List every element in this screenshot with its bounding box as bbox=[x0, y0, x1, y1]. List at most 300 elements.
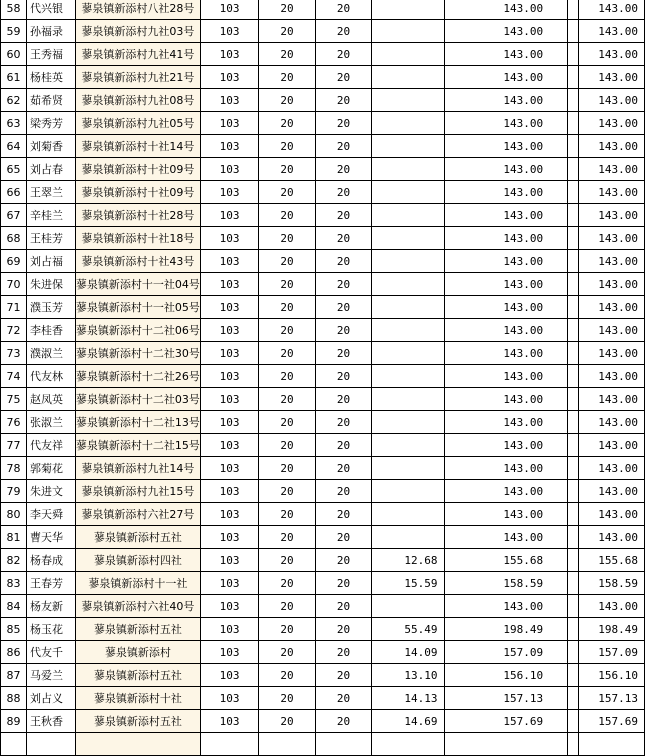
value-b-cell[interactable]: 20 bbox=[259, 296, 316, 319]
value-b-cell[interactable]: 20 bbox=[259, 572, 316, 595]
empty-cell[interactable] bbox=[568, 158, 579, 181]
empty-cell[interactable] bbox=[568, 733, 579, 756]
supplement-cell[interactable]: 13.10 bbox=[372, 664, 444, 687]
row-number-cell[interactable]: 59 bbox=[1, 20, 27, 43]
supplement-cell[interactable]: 12.68 bbox=[372, 549, 444, 572]
total-cell[interactable]: 158.59 bbox=[444, 572, 568, 595]
final-total-cell[interactable]: 143.00 bbox=[579, 595, 645, 618]
row-number-cell[interactable]: 61 bbox=[1, 66, 27, 89]
row-number-cell[interactable]: 84 bbox=[1, 595, 27, 618]
total-cell[interactable]: 143.00 bbox=[444, 434, 568, 457]
name-cell[interactable]: 茹希贤 bbox=[27, 89, 76, 112]
supplement-cell[interactable] bbox=[372, 204, 444, 227]
value-a-cell[interactable]: 103 bbox=[200, 204, 258, 227]
name-cell[interactable]: 王春芳 bbox=[27, 572, 76, 595]
final-total-cell[interactable]: 143.00 bbox=[579, 503, 645, 526]
row-number-cell[interactable]: 87 bbox=[1, 664, 27, 687]
value-b-cell[interactable]: 20 bbox=[259, 66, 316, 89]
value-a-cell[interactable]: 103 bbox=[200, 135, 258, 158]
row-number-cell[interactable]: 73 bbox=[1, 342, 27, 365]
value-a-cell[interactable]: 103 bbox=[200, 181, 258, 204]
total-cell[interactable]: 143.00 bbox=[444, 158, 568, 181]
address-cell[interactable]: 蓼泉镇新添村六社27号 bbox=[75, 503, 200, 526]
value-a-cell[interactable]: 103 bbox=[200, 227, 258, 250]
supplement-cell[interactable]: 14.09 bbox=[372, 641, 444, 664]
final-total-cell[interactable]: 143.00 bbox=[579, 0, 645, 20]
total-cell[interactable]: 143.00 bbox=[444, 43, 568, 66]
final-total-cell[interactable]: 157.09 bbox=[579, 641, 645, 664]
empty-cell[interactable] bbox=[568, 89, 579, 112]
name-cell[interactable]: 朱进文 bbox=[27, 480, 76, 503]
value-b-cell[interactable]: 20 bbox=[259, 342, 316, 365]
row-number-cell[interactable]: 60 bbox=[1, 43, 27, 66]
address-cell[interactable]: 蓼泉镇新添村五社 bbox=[75, 618, 200, 641]
supplement-cell[interactable] bbox=[372, 296, 444, 319]
value-c-cell[interactable]: 20 bbox=[315, 572, 372, 595]
value-a-cell[interactable]: 103 bbox=[200, 572, 258, 595]
empty-cell[interactable] bbox=[568, 664, 579, 687]
value-b-cell[interactable]: 20 bbox=[259, 273, 316, 296]
total-cell[interactable]: 143.00 bbox=[444, 595, 568, 618]
total-cell[interactable]: 143.00 bbox=[444, 250, 568, 273]
row-number-cell[interactable]: 63 bbox=[1, 112, 27, 135]
row-number-cell[interactable]: 86 bbox=[1, 641, 27, 664]
empty-cell[interactable] bbox=[568, 181, 579, 204]
supplement-cell[interactable] bbox=[372, 135, 444, 158]
supplement-cell[interactable] bbox=[372, 388, 444, 411]
row-number-cell[interactable]: 70 bbox=[1, 273, 27, 296]
value-c-cell[interactable]: 20 bbox=[315, 89, 372, 112]
supplement-cell[interactable] bbox=[372, 66, 444, 89]
value-a-cell[interactable]: 103 bbox=[200, 66, 258, 89]
value-c-cell[interactable]: 20 bbox=[315, 112, 372, 135]
value-c-cell[interactable]: 20 bbox=[315, 480, 372, 503]
supplement-cell[interactable] bbox=[372, 457, 444, 480]
total-cell[interactable]: 143.00 bbox=[444, 89, 568, 112]
address-cell[interactable]: 蓼泉镇新添村五社 bbox=[75, 710, 200, 733]
name-cell[interactable]: 梁秀芳 bbox=[27, 112, 76, 135]
total-cell[interactable]: 143.00 bbox=[444, 112, 568, 135]
supplement-cell[interactable]: 14.13 bbox=[372, 687, 444, 710]
total-cell[interactable]: 143.00 bbox=[444, 480, 568, 503]
address-cell[interactable]: 蓼泉镇新添村十二社30号 bbox=[75, 342, 200, 365]
value-c-cell[interactable]: 20 bbox=[315, 664, 372, 687]
supplement-cell[interactable] bbox=[372, 181, 444, 204]
value-a-cell[interactable]: 103 bbox=[200, 43, 258, 66]
value-b-cell[interactable]: 20 bbox=[259, 480, 316, 503]
total-cell[interactable]: 143.00 bbox=[444, 365, 568, 388]
address-cell[interactable]: 蓼泉镇新添村十社09号 bbox=[75, 181, 200, 204]
total-cell[interactable]: 143.00 bbox=[444, 411, 568, 434]
value-c-cell[interactable]: 20 bbox=[315, 66, 372, 89]
supplement-cell[interactable] bbox=[372, 158, 444, 181]
final-total-cell[interactable]: 143.00 bbox=[579, 227, 645, 250]
address-cell[interactable]: 蓼泉镇新添村十社09号 bbox=[75, 158, 200, 181]
value-b-cell[interactable]: 20 bbox=[259, 434, 316, 457]
value-a-cell[interactable]: 103 bbox=[200, 710, 258, 733]
empty-cell[interactable] bbox=[568, 457, 579, 480]
value-b-cell[interactable]: 20 bbox=[259, 503, 316, 526]
value-b-cell[interactable] bbox=[259, 733, 316, 756]
name-cell[interactable]: 濮淑兰 bbox=[27, 342, 76, 365]
value-b-cell[interactable]: 20 bbox=[259, 112, 316, 135]
address-cell[interactable]: 蓼泉镇新添村十二社06号 bbox=[75, 319, 200, 342]
value-c-cell[interactable]: 20 bbox=[315, 43, 372, 66]
total-cell[interactable]: 198.49 bbox=[444, 618, 568, 641]
address-cell[interactable] bbox=[75, 733, 200, 756]
address-cell[interactable]: 蓼泉镇新添村六社40号 bbox=[75, 595, 200, 618]
final-total-cell[interactable]: 143.00 bbox=[579, 112, 645, 135]
name-cell[interactable]: 朱进保 bbox=[27, 273, 76, 296]
final-total-cell[interactable]: 143.00 bbox=[579, 457, 645, 480]
name-cell[interactable]: 王桂芳 bbox=[27, 227, 76, 250]
empty-cell[interactable] bbox=[568, 66, 579, 89]
empty-cell[interactable] bbox=[568, 112, 579, 135]
value-a-cell[interactable]: 103 bbox=[200, 457, 258, 480]
name-cell[interactable]: 杨春成 bbox=[27, 549, 76, 572]
value-a-cell[interactable]: 103 bbox=[200, 0, 258, 20]
final-total-cell[interactable]: 143.00 bbox=[579, 388, 645, 411]
address-cell[interactable]: 蓼泉镇新添村九社41号 bbox=[75, 43, 200, 66]
supplement-cell[interactable] bbox=[372, 250, 444, 273]
value-a-cell[interactable]: 103 bbox=[200, 112, 258, 135]
name-cell[interactable]: 辛桂兰 bbox=[27, 204, 76, 227]
name-cell[interactable]: 杨友新 bbox=[27, 595, 76, 618]
address-cell[interactable]: 蓼泉镇新添村八社28号 bbox=[75, 0, 200, 20]
value-a-cell[interactable]: 103 bbox=[200, 526, 258, 549]
name-cell[interactable]: 杨玉花 bbox=[27, 618, 76, 641]
row-number-cell[interactable]: 85 bbox=[1, 618, 27, 641]
value-b-cell[interactable]: 20 bbox=[259, 158, 316, 181]
name-cell[interactable]: 刘占义 bbox=[27, 687, 76, 710]
name-cell[interactable]: 张淑兰 bbox=[27, 411, 76, 434]
value-a-cell[interactable]: 103 bbox=[200, 595, 258, 618]
supplement-cell[interactable] bbox=[372, 411, 444, 434]
total-cell[interactable]: 155.68 bbox=[444, 549, 568, 572]
empty-cell[interactable] bbox=[568, 20, 579, 43]
row-number-cell[interactable]: 69 bbox=[1, 250, 27, 273]
final-total-cell[interactable]: 143.00 bbox=[579, 273, 645, 296]
name-cell[interactable]: 王秀福 bbox=[27, 43, 76, 66]
empty-cell[interactable] bbox=[568, 480, 579, 503]
value-b-cell[interactable]: 20 bbox=[259, 181, 316, 204]
final-total-cell[interactable]: 143.00 bbox=[579, 296, 645, 319]
value-b-cell[interactable]: 20 bbox=[259, 388, 316, 411]
value-c-cell[interactable]: 20 bbox=[315, 319, 372, 342]
supplement-cell[interactable]: 55.49 bbox=[372, 618, 444, 641]
address-cell[interactable]: 蓼泉镇新添村十一社 bbox=[75, 572, 200, 595]
value-c-cell[interactable]: 20 bbox=[315, 365, 372, 388]
value-a-cell[interactable]: 103 bbox=[200, 365, 258, 388]
name-cell[interactable]: 杨桂英 bbox=[27, 66, 76, 89]
empty-cell[interactable] bbox=[568, 595, 579, 618]
value-a-cell[interactable]: 103 bbox=[200, 273, 258, 296]
value-b-cell[interactable]: 20 bbox=[259, 20, 316, 43]
value-b-cell[interactable]: 20 bbox=[259, 204, 316, 227]
row-number-cell[interactable]: 88 bbox=[1, 687, 27, 710]
address-cell[interactable]: 蓼泉镇新添村五社 bbox=[75, 526, 200, 549]
value-a-cell[interactable]: 103 bbox=[200, 319, 258, 342]
value-a-cell[interactable]: 103 bbox=[200, 342, 258, 365]
empty-cell[interactable] bbox=[568, 0, 579, 20]
final-total-cell[interactable]: 143.00 bbox=[579, 89, 645, 112]
value-b-cell[interactable]: 20 bbox=[259, 319, 316, 342]
final-total-cell[interactable]: 143.00 bbox=[579, 204, 645, 227]
total-cell[interactable]: 143.00 bbox=[444, 342, 568, 365]
value-c-cell[interactable]: 20 bbox=[315, 549, 372, 572]
supplement-cell[interactable] bbox=[372, 0, 444, 20]
value-b-cell[interactable]: 20 bbox=[259, 43, 316, 66]
final-total-cell[interactable]: 143.00 bbox=[579, 250, 645, 273]
final-total-cell[interactable] bbox=[579, 733, 645, 756]
address-cell[interactable]: 蓼泉镇新添村十社14号 bbox=[75, 135, 200, 158]
value-b-cell[interactable]: 20 bbox=[259, 227, 316, 250]
value-b-cell[interactable]: 20 bbox=[259, 595, 316, 618]
value-a-cell[interactable]: 103 bbox=[200, 687, 258, 710]
empty-cell[interactable] bbox=[568, 388, 579, 411]
address-cell[interactable]: 蓼泉镇新添村九社14号 bbox=[75, 457, 200, 480]
final-total-cell[interactable]: 158.59 bbox=[579, 572, 645, 595]
value-c-cell[interactable]: 20 bbox=[315, 158, 372, 181]
value-c-cell[interactable]: 20 bbox=[315, 503, 372, 526]
empty-cell[interactable] bbox=[568, 43, 579, 66]
supplement-cell[interactable] bbox=[372, 20, 444, 43]
name-cell[interactable]: 曹天华 bbox=[27, 526, 76, 549]
supplement-cell[interactable] bbox=[372, 342, 444, 365]
supplement-cell[interactable]: 15.59 bbox=[372, 572, 444, 595]
value-c-cell[interactable]: 20 bbox=[315, 181, 372, 204]
empty-cell[interactable] bbox=[568, 503, 579, 526]
final-total-cell[interactable]: 157.69 bbox=[579, 710, 645, 733]
value-c-cell[interactable]: 20 bbox=[315, 273, 372, 296]
value-b-cell[interactable]: 20 bbox=[259, 250, 316, 273]
final-total-cell[interactable]: 143.00 bbox=[579, 365, 645, 388]
value-a-cell[interactable]: 103 bbox=[200, 434, 258, 457]
row-number-cell[interactable]: 67 bbox=[1, 204, 27, 227]
supplement-cell[interactable] bbox=[372, 227, 444, 250]
total-cell[interactable]: 143.00 bbox=[444, 66, 568, 89]
row-number-cell[interactable]: 77 bbox=[1, 434, 27, 457]
row-number-cell[interactable]: 71 bbox=[1, 296, 27, 319]
address-cell[interactable]: 蓼泉镇新添村九社15号 bbox=[75, 480, 200, 503]
total-cell[interactable]: 143.00 bbox=[444, 388, 568, 411]
total-cell[interactable]: 157.69 bbox=[444, 710, 568, 733]
address-cell[interactable]: 蓼泉镇新添村十社43号 bbox=[75, 250, 200, 273]
empty-cell[interactable] bbox=[568, 411, 579, 434]
value-a-cell[interactable]: 103 bbox=[200, 664, 258, 687]
address-cell[interactable]: 蓼泉镇新添村十一社05号 bbox=[75, 296, 200, 319]
name-cell[interactable]: 代友林 bbox=[27, 365, 76, 388]
name-cell[interactable]: 代友祥 bbox=[27, 434, 76, 457]
final-total-cell[interactable]: 156.10 bbox=[579, 664, 645, 687]
row-number-cell[interactable]: 68 bbox=[1, 227, 27, 250]
value-a-cell[interactable]: 103 bbox=[200, 250, 258, 273]
address-cell[interactable]: 蓼泉镇新添村四社 bbox=[75, 549, 200, 572]
value-a-cell[interactable]: 103 bbox=[200, 480, 258, 503]
value-c-cell[interactable]: 20 bbox=[315, 595, 372, 618]
address-cell[interactable]: 蓼泉镇新添村九社21号 bbox=[75, 66, 200, 89]
row-number-cell[interactable]: 66 bbox=[1, 181, 27, 204]
value-b-cell[interactable]: 20 bbox=[259, 618, 316, 641]
value-a-cell[interactable]: 103 bbox=[200, 158, 258, 181]
supplement-cell[interactable] bbox=[372, 526, 444, 549]
supplement-cell[interactable] bbox=[372, 733, 444, 756]
total-cell[interactable]: 143.00 bbox=[444, 204, 568, 227]
total-cell[interactable]: 143.00 bbox=[444, 273, 568, 296]
supplement-cell[interactable] bbox=[372, 595, 444, 618]
total-cell[interactable]: 157.13 bbox=[444, 687, 568, 710]
empty-cell[interactable] bbox=[568, 641, 579, 664]
row-number-cell[interactable]: 76 bbox=[1, 411, 27, 434]
final-total-cell[interactable]: 143.00 bbox=[579, 434, 645, 457]
final-total-cell[interactable]: 143.00 bbox=[579, 319, 645, 342]
value-c-cell[interactable]: 20 bbox=[315, 641, 372, 664]
empty-cell[interactable] bbox=[568, 250, 579, 273]
supplement-cell[interactable]: 14.69 bbox=[372, 710, 444, 733]
empty-cell[interactable] bbox=[568, 549, 579, 572]
final-total-cell[interactable]: 143.00 bbox=[579, 158, 645, 181]
total-cell[interactable]: 143.00 bbox=[444, 457, 568, 480]
supplement-cell[interactable] bbox=[372, 273, 444, 296]
supplement-cell[interactable] bbox=[372, 480, 444, 503]
total-cell[interactable]: 143.00 bbox=[444, 20, 568, 43]
name-cell[interactable]: 刘占福 bbox=[27, 250, 76, 273]
address-cell[interactable]: 蓼泉镇新添村十二社26号 bbox=[75, 365, 200, 388]
value-c-cell[interactable]: 20 bbox=[315, 296, 372, 319]
address-cell[interactable]: 蓼泉镇新添村十社 bbox=[75, 687, 200, 710]
final-total-cell[interactable]: 143.00 bbox=[579, 43, 645, 66]
name-cell[interactable]: 代友千 bbox=[27, 641, 76, 664]
value-b-cell[interactable]: 20 bbox=[259, 365, 316, 388]
value-c-cell[interactable]: 20 bbox=[315, 388, 372, 411]
value-b-cell[interactable]: 20 bbox=[259, 457, 316, 480]
value-a-cell[interactable]: 103 bbox=[200, 388, 258, 411]
address-cell[interactable]: 蓼泉镇新添村十社18号 bbox=[75, 227, 200, 250]
address-cell[interactable]: 蓼泉镇新添村九社08号 bbox=[75, 89, 200, 112]
total-cell[interactable] bbox=[444, 733, 568, 756]
row-number-cell[interactable]: 80 bbox=[1, 503, 27, 526]
name-cell[interactable]: 濮玉芳 bbox=[27, 296, 76, 319]
row-number-cell[interactable]: 81 bbox=[1, 526, 27, 549]
address-cell[interactable]: 蓼泉镇新添村九社03号 bbox=[75, 20, 200, 43]
value-c-cell[interactable]: 20 bbox=[315, 204, 372, 227]
empty-cell[interactable] bbox=[568, 687, 579, 710]
empty-cell[interactable] bbox=[568, 572, 579, 595]
supplement-cell[interactable] bbox=[372, 434, 444, 457]
empty-cell[interactable] bbox=[568, 365, 579, 388]
value-a-cell[interactable]: 103 bbox=[200, 641, 258, 664]
total-cell[interactable]: 157.09 bbox=[444, 641, 568, 664]
value-a-cell[interactable]: 103 bbox=[200, 296, 258, 319]
value-c-cell[interactable]: 20 bbox=[315, 342, 372, 365]
total-cell[interactable]: 143.00 bbox=[444, 0, 568, 20]
row-number-cell[interactable]: 62 bbox=[1, 89, 27, 112]
final-total-cell[interactable]: 143.00 bbox=[579, 480, 645, 503]
empty-cell[interactable] bbox=[568, 227, 579, 250]
row-number-cell[interactable]: 74 bbox=[1, 365, 27, 388]
supplement-cell[interactable] bbox=[372, 43, 444, 66]
row-number-cell[interactable]: 58 bbox=[1, 0, 27, 20]
total-cell[interactable]: 143.00 bbox=[444, 296, 568, 319]
row-number-cell[interactable]: 65 bbox=[1, 158, 27, 181]
final-total-cell[interactable]: 143.00 bbox=[579, 411, 645, 434]
row-number-cell[interactable]: 79 bbox=[1, 480, 27, 503]
name-cell[interactable]: 刘菊香 bbox=[27, 135, 76, 158]
value-a-cell[interactable]: 103 bbox=[200, 549, 258, 572]
value-b-cell[interactable]: 20 bbox=[259, 526, 316, 549]
row-number-cell[interactable]: 72 bbox=[1, 319, 27, 342]
value-c-cell[interactable]: 20 bbox=[315, 250, 372, 273]
value-b-cell[interactable]: 20 bbox=[259, 411, 316, 434]
value-b-cell[interactable]: 20 bbox=[259, 687, 316, 710]
value-a-cell[interactable]: 103 bbox=[200, 20, 258, 43]
value-a-cell[interactable]: 103 bbox=[200, 411, 258, 434]
value-b-cell[interactable]: 20 bbox=[259, 664, 316, 687]
name-cell[interactable]: 刘占春 bbox=[27, 158, 76, 181]
value-c-cell[interactable]: 20 bbox=[315, 618, 372, 641]
empty-cell[interactable] bbox=[568, 434, 579, 457]
value-c-cell[interactable]: 20 bbox=[315, 526, 372, 549]
final-total-cell[interactable]: 157.13 bbox=[579, 687, 645, 710]
final-total-cell[interactable]: 143.00 bbox=[579, 526, 645, 549]
empty-cell[interactable] bbox=[568, 526, 579, 549]
supplement-cell[interactable] bbox=[372, 319, 444, 342]
value-b-cell[interactable]: 20 bbox=[259, 641, 316, 664]
row-number-cell[interactable]: 75 bbox=[1, 388, 27, 411]
address-cell[interactable]: 蓼泉镇新添村十二社15号 bbox=[75, 434, 200, 457]
final-total-cell[interactable]: 143.00 bbox=[579, 181, 645, 204]
final-total-cell[interactable]: 143.00 bbox=[579, 135, 645, 158]
value-a-cell[interactable]: 103 bbox=[200, 503, 258, 526]
final-total-cell[interactable]: 198.49 bbox=[579, 618, 645, 641]
row-number-cell[interactable]: 83 bbox=[1, 572, 27, 595]
value-c-cell[interactable]: 20 bbox=[315, 0, 372, 20]
row-number-cell[interactable]: 82 bbox=[1, 549, 27, 572]
value-c-cell[interactable]: 20 bbox=[315, 227, 372, 250]
final-total-cell[interactable]: 143.00 bbox=[579, 66, 645, 89]
value-c-cell[interactable] bbox=[315, 733, 372, 756]
address-cell[interactable]: 蓼泉镇新添村十一社04号 bbox=[75, 273, 200, 296]
name-cell[interactable]: 王秋香 bbox=[27, 710, 76, 733]
empty-cell[interactable] bbox=[568, 618, 579, 641]
supplement-cell[interactable] bbox=[372, 503, 444, 526]
empty-cell[interactable] bbox=[568, 273, 579, 296]
value-c-cell[interactable]: 20 bbox=[315, 20, 372, 43]
final-total-cell[interactable]: 143.00 bbox=[579, 342, 645, 365]
name-cell[interactable]: 王翠兰 bbox=[27, 181, 76, 204]
row-number-cell[interactable]: 89 bbox=[1, 710, 27, 733]
row-number-cell[interactable] bbox=[1, 733, 27, 756]
value-b-cell[interactable]: 20 bbox=[259, 135, 316, 158]
value-c-cell[interactable]: 20 bbox=[315, 687, 372, 710]
supplement-cell[interactable] bbox=[372, 365, 444, 388]
value-c-cell[interactable]: 20 bbox=[315, 434, 372, 457]
empty-cell[interactable] bbox=[568, 319, 579, 342]
value-a-cell[interactable]: 103 bbox=[200, 89, 258, 112]
total-cell[interactable]: 143.00 bbox=[444, 503, 568, 526]
value-c-cell[interactable]: 20 bbox=[315, 411, 372, 434]
value-c-cell[interactable]: 20 bbox=[315, 135, 372, 158]
address-cell[interactable]: 蓼泉镇新添村 bbox=[75, 641, 200, 664]
total-cell[interactable]: 143.00 bbox=[444, 227, 568, 250]
row-number-cell[interactable]: 64 bbox=[1, 135, 27, 158]
total-cell[interactable]: 156.10 bbox=[444, 664, 568, 687]
name-cell[interactable]: 马爱兰 bbox=[27, 664, 76, 687]
address-cell[interactable]: 蓼泉镇新添村五社 bbox=[75, 664, 200, 687]
supplement-cell[interactable] bbox=[372, 112, 444, 135]
value-b-cell[interactable]: 20 bbox=[259, 89, 316, 112]
value-b-cell[interactable]: 20 bbox=[259, 0, 316, 20]
